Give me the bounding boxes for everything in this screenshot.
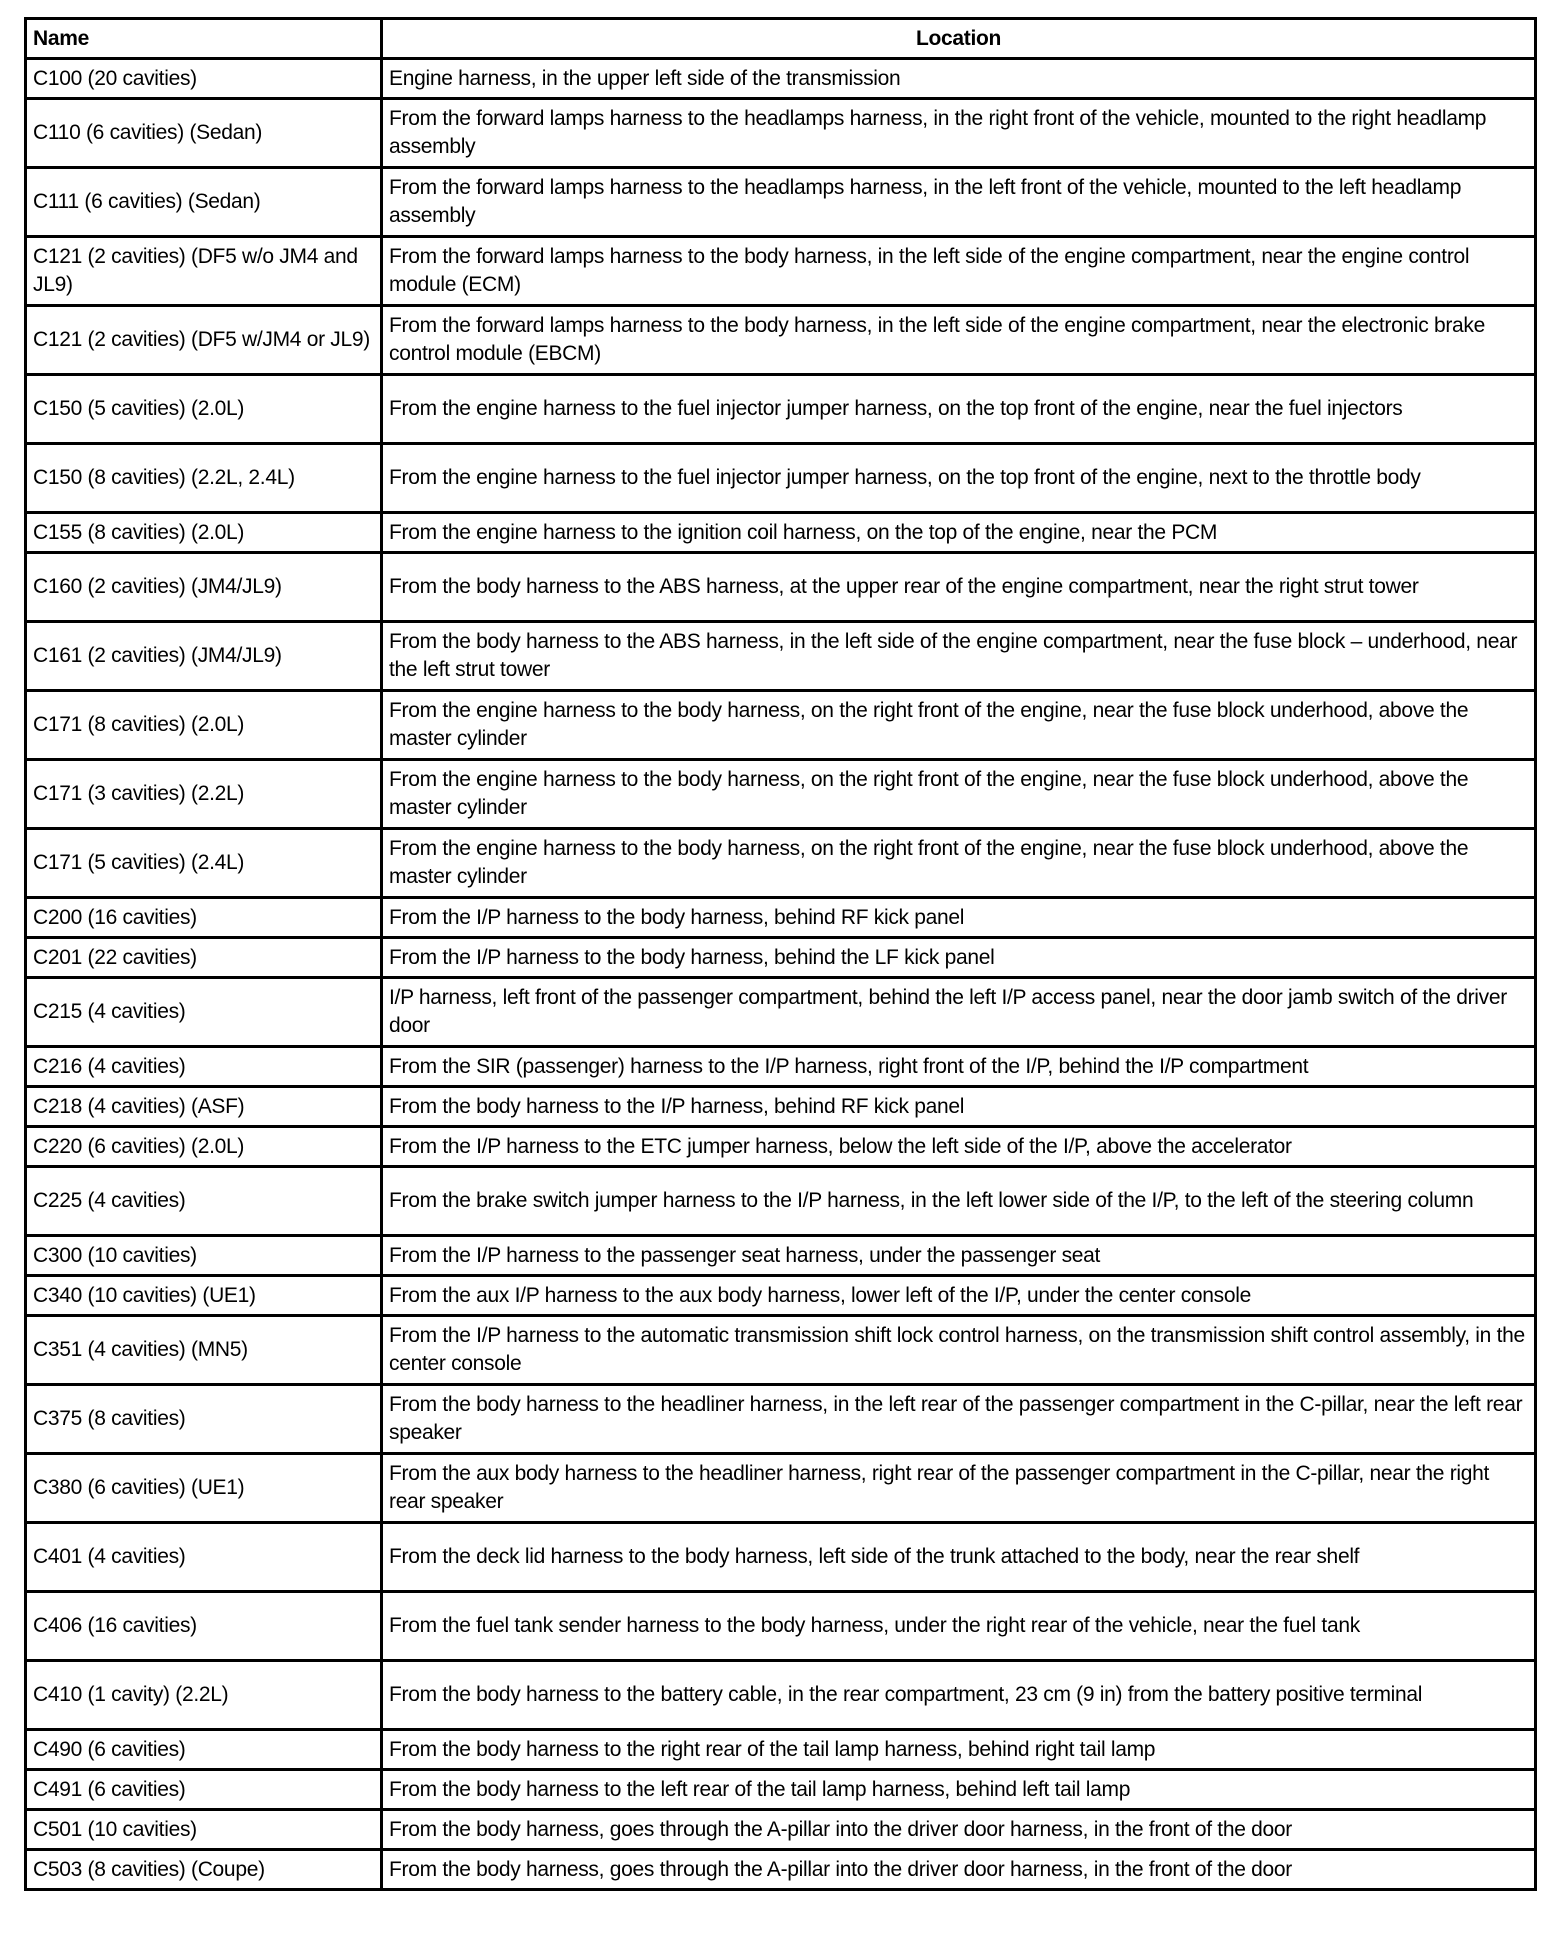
connector-location-table	[24, 17, 1537, 1891]
connector-location-cell: From the body harness to the right rear of the tail lamp harness, behind right tail lamp	[382, 1730, 1536, 1770]
connector-location-cell: Engine harness, in the upper left side of the transmission	[382, 59, 1536, 99]
table-row	[26, 898, 1536, 938]
connector-name-cell: C380 (6 cavities) (UE1)	[26, 1454, 382, 1523]
connector-location-cell: From the engine harness to the ignition coil harness, on the top of the engine, near the PCM	[382, 513, 1536, 553]
table-row	[26, 553, 1536, 622]
table-row	[26, 99, 1536, 168]
connector-location-cell: From the body harness to the left rear of the tail lamp harness, behind left tail lamp	[382, 1770, 1536, 1810]
connector-name-cell: C160 (2 cavities) (JM4/JL9)	[26, 553, 382, 622]
table-row	[26, 1850, 1536, 1890]
connector-location-cell: From the forward lamps harness to the body harness, in the left side of the engine compartment, near the electronic brake control module (EBCM)	[382, 306, 1536, 375]
connector-location-cell: From the forward lamps harness to the headlamps harness, in the right front of the vehicle, mounted to the right headlamp assembly	[382, 99, 1536, 168]
connector-name-cell: C220 (6 cavities) (2.0L)	[26, 1127, 382, 1167]
connector-name-cell: C111 (6 cavities) (Sedan)	[26, 168, 382, 237]
connector-location-cell: From the body harness, goes through the A-pillar into the driver door harness, in the front of the door	[382, 1810, 1536, 1850]
connector-location-cell: From the brake switch jumper harness to the I/P harness, in the left lower side of the I/P, to the left of the steering column	[382, 1167, 1536, 1236]
connector-name-cell: C155 (8 cavities) (2.0L)	[26, 513, 382, 553]
connector-location-cell: From the I/P harness to the body harness, behind RF kick panel	[382, 898, 1536, 938]
connector-name-cell: C150 (8 cavities) (2.2L, 2.4L)	[26, 444, 382, 513]
connector-location-cell: From the engine harness to the body harness, on the right front of the engine, near the fuse block underhood, above the master cylinder	[382, 691, 1536, 760]
connector-location-cell: From the forward lamps harness to the headlamps harness, in the left front of the vehicle, mounted to the left headlamp assembly	[382, 168, 1536, 237]
table-row	[26, 1087, 1536, 1127]
table-row	[26, 1730, 1536, 1770]
table-row	[26, 622, 1536, 691]
table-row	[26, 1047, 1536, 1087]
table-row	[26, 444, 1536, 513]
connector-location-cell: From the I/P harness to the ETC jumper harness, below the left side of the I/P, above the accelerator	[382, 1127, 1536, 1167]
table-row	[26, 1592, 1536, 1661]
connector-name-cell: C215 (4 cavities)	[26, 978, 382, 1047]
table-row	[26, 1810, 1536, 1850]
connector-name-cell: C121 (2 cavities) (DF5 w/o JM4 and JL9)	[26, 237, 382, 306]
header-location: Location	[382, 19, 1536, 59]
connector-name-cell: C375 (8 cavities)	[26, 1385, 382, 1454]
connector-name-cell: C491 (6 cavities)	[26, 1770, 382, 1810]
table-body	[26, 59, 1536, 1890]
connector-name-cell: C121 (2 cavities) (DF5 w/JM4 or JL9)	[26, 306, 382, 375]
connector-name-cell: C150 (5 cavities) (2.0L)	[26, 375, 382, 444]
connector-name-cell: C100 (20 cavities)	[26, 59, 382, 99]
table-row	[26, 829, 1536, 898]
connector-location-cell: From the aux I/P harness to the aux body harness, lower left of the I/P, under the center console	[382, 1276, 1536, 1316]
connector-name-cell: C171 (5 cavities) (2.4L)	[26, 829, 382, 898]
table-row	[26, 1770, 1536, 1810]
table-row	[26, 1316, 1536, 1385]
table-row	[26, 1385, 1536, 1454]
table-row	[26, 237, 1536, 306]
connector-name-cell: C401 (4 cavities)	[26, 1523, 382, 1592]
connector-location-cell: From the I/P harness to the body harness, behind the LF kick panel	[382, 938, 1536, 978]
connector-location-cell: From the I/P harness to the automatic transmission shift lock control harness, on the transmission shift control assembly, in the center console	[382, 1316, 1536, 1385]
connector-name-cell: C216 (4 cavities)	[26, 1047, 382, 1087]
table-row	[26, 760, 1536, 829]
connector-name-cell: C340 (10 cavities) (UE1)	[26, 1276, 382, 1316]
connector-location-cell: From the engine harness to the fuel injector jumper harness, on the top front of the engine, near the fuel injectors	[382, 375, 1536, 444]
connector-location-cell: From the deck lid harness to the body harness, left side of the trunk attached to the body, near the rear shelf	[382, 1523, 1536, 1592]
connector-name-cell: C225 (4 cavities)	[26, 1167, 382, 1236]
connector-location-cell: From the body harness, goes through the A-pillar into the driver door harness, in the front of the door	[382, 1850, 1536, 1890]
table-row	[26, 306, 1536, 375]
connector-location-cell: I/P harness, left front of the passenger compartment, behind the left I/P access panel, near the door jamb switch of the driver door	[382, 978, 1536, 1047]
connector-name-cell: C406 (16 cavities)	[26, 1592, 382, 1661]
connector-location-cell: From the body harness to the ABS harness, in the left side of the engine compartment, near the fuse block – underhood, near the left strut tower	[382, 622, 1536, 691]
table-row	[26, 1167, 1536, 1236]
connector-name-cell: C300 (10 cavities)	[26, 1236, 382, 1276]
table-row	[26, 1276, 1536, 1316]
connector-location-cell: From the body harness to the I/P harness, behind RF kick panel	[382, 1087, 1536, 1127]
table-row	[26, 375, 1536, 444]
connector-name-cell: C171 (3 cavities) (2.2L)	[26, 760, 382, 829]
connector-name-cell: C110 (6 cavities) (Sedan)	[26, 99, 382, 168]
header-row	[26, 19, 1536, 59]
connector-name-cell: C200 (16 cavities)	[26, 898, 382, 938]
connector-name-cell: C201 (22 cavities)	[26, 938, 382, 978]
connector-location-cell: From the aux body harness to the headliner harness, right rear of the passenger compartment in the C-pillar, near the right rear speaker	[382, 1454, 1536, 1523]
connector-name-cell: C161 (2 cavities) (JM4/JL9)	[26, 622, 382, 691]
connector-location-cell: From the engine harness to the fuel injector jumper harness, on the top front of the engine, next to the throttle body	[382, 444, 1536, 513]
table-row	[26, 513, 1536, 553]
connector-name-cell: C410 (1 cavity) (2.2L)	[26, 1661, 382, 1730]
table-row	[26, 59, 1536, 99]
connector-location-cell: From the engine harness to the body harness, on the right front of the engine, near the fuse block underhood, above the master cylinder	[382, 760, 1536, 829]
connector-location-cell: From the fuel tank sender harness to the body harness, under the right rear of the vehicle, near the fuel tank	[382, 1592, 1536, 1661]
connector-location-cell: From the body harness to the ABS harness, at the upper rear of the engine compartment, near the right strut tower	[382, 553, 1536, 622]
connector-name-cell: C490 (6 cavities)	[26, 1730, 382, 1770]
connector-name-cell: C503 (8 cavities) (Coupe)	[26, 1850, 382, 1890]
connector-location-cell: From the SIR (passenger) harness to the I/P harness, right front of the I/P, behind the I/P compartment	[382, 1047, 1536, 1087]
connector-name-cell: C351 (4 cavities) (MN5)	[26, 1316, 382, 1385]
connector-location-cell: From the body harness to the battery cable, in the rear compartment, 23 cm (9 in) from the battery positive terminal	[382, 1661, 1536, 1730]
table-row	[26, 1523, 1536, 1592]
connector-location-cell: From the body harness to the headliner harness, in the left rear of the passenger compartment in the C-pillar, near the left rear speaker	[382, 1385, 1536, 1454]
table-row	[26, 938, 1536, 978]
header-name: Name	[26, 19, 382, 59]
connector-name-cell: C171 (8 cavities) (2.0L)	[26, 691, 382, 760]
table-row	[26, 1127, 1536, 1167]
table-row	[26, 691, 1536, 760]
connector-name-cell: C501 (10 cavities)	[26, 1810, 382, 1850]
connector-location-cell: From the forward lamps harness to the body harness, in the left side of the engine compartment, near the engine control module (ECM)	[382, 237, 1536, 306]
connector-location-cell: From the I/P harness to the passenger seat harness, under the passenger seat	[382, 1236, 1536, 1276]
table-row	[26, 1454, 1536, 1523]
table-row	[26, 1236, 1536, 1276]
connector-name-cell: C218 (4 cavities) (ASF)	[26, 1087, 382, 1127]
table-row	[26, 978, 1536, 1047]
connector-location-cell: From the engine harness to the body harness, on the right front of the engine, near the fuse block underhood, above the master cylinder	[382, 829, 1536, 898]
table-row	[26, 168, 1536, 237]
table-row	[26, 1661, 1536, 1730]
